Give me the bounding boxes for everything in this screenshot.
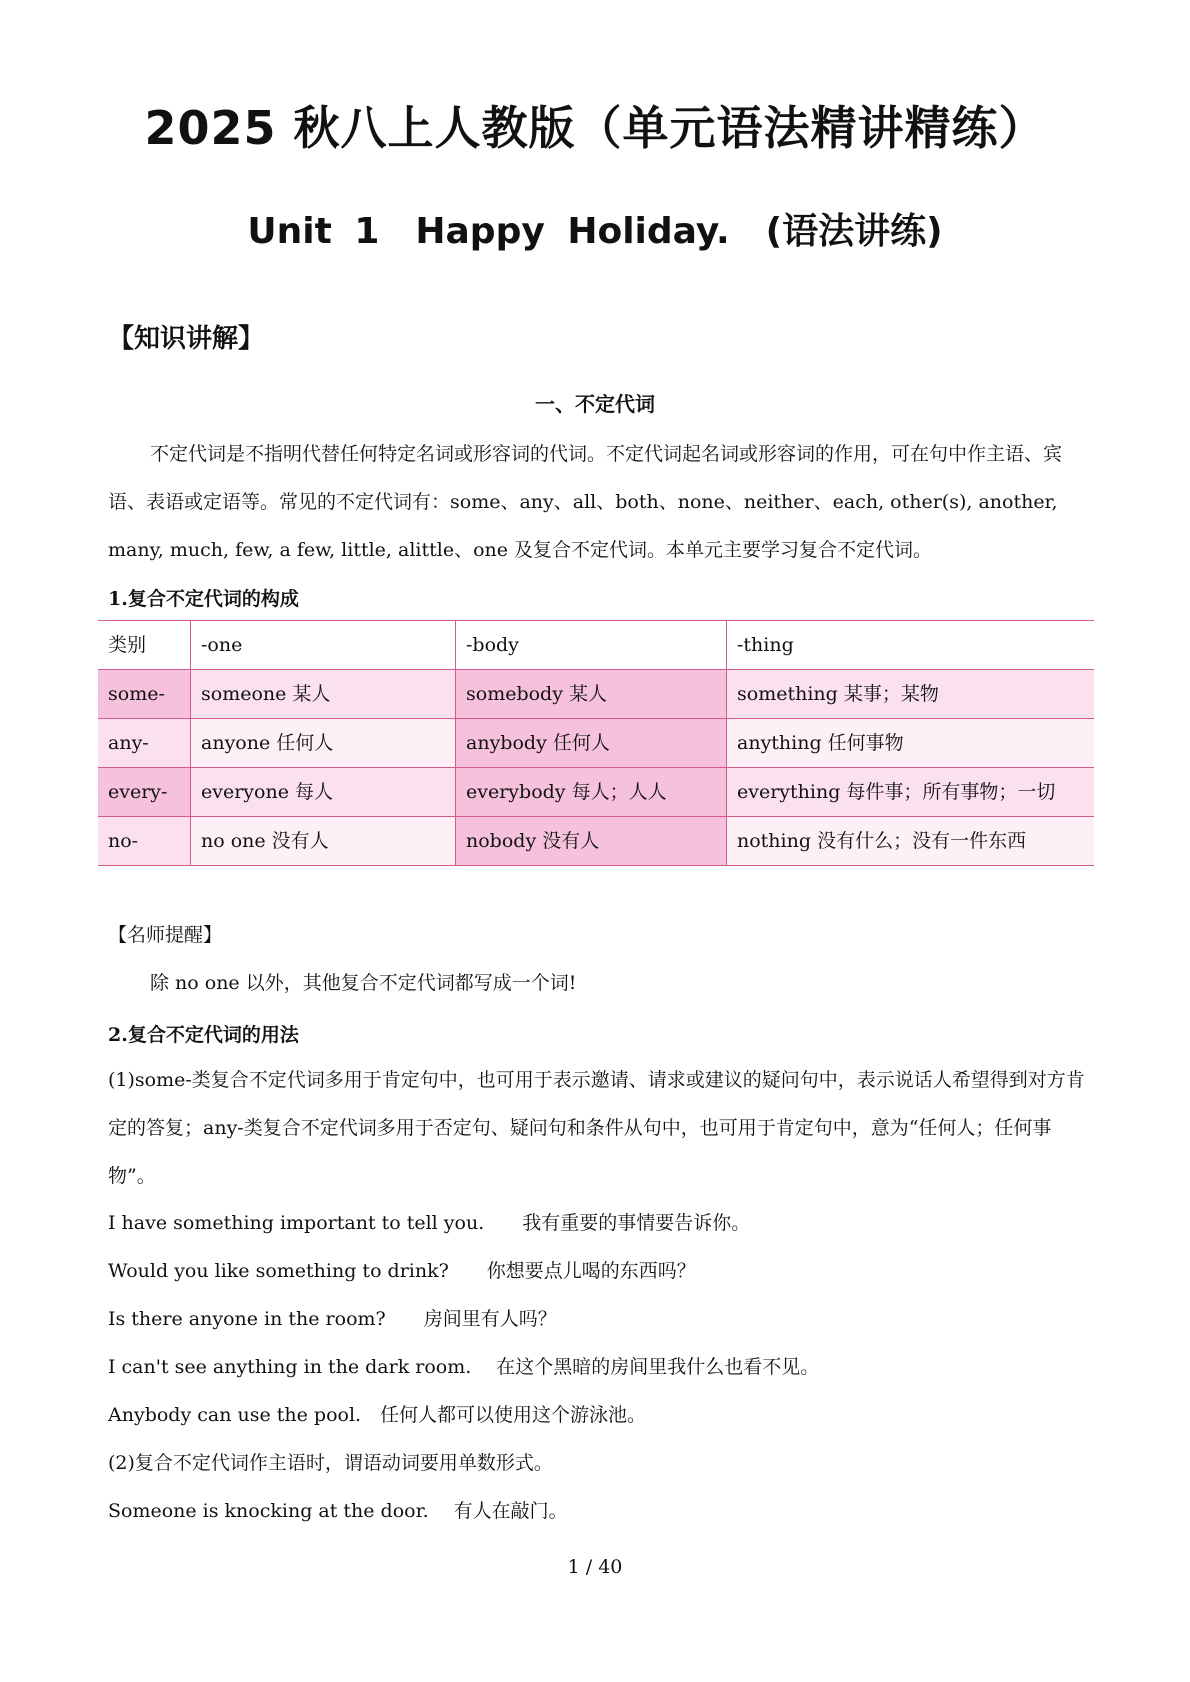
intro-paragraph: 不定代词是不指明代替任何特定名词或形容词的代词。不定代词起名词或形容词的作用，可在句中作主语、宾语、表语或定语等。常见的不定代词有：some、any、all、both、none、neither、each, other(s), another, many, much, few, a few, little, alittle、one 及复合不定代词。本单元主要学习复合不定代词。 xyxy=(108,443,1063,561)
topic-heading: 一、不定代词 xyxy=(535,392,655,416)
rule2-text: (2)复合不定代词作主语时，谓语动词要用单数形式。 xyxy=(108,1452,553,1474)
part2-heading: 2.复合不定代词的用法 xyxy=(108,1024,299,1046)
teacher-tip-text: 除 no one 以外，其他复合不定代词都写成一个词! xyxy=(150,972,577,994)
example-sentence: Would you like something to drink? 你想要点儿喝的东西吗？ xyxy=(108,1260,696,1282)
table-cell: every- xyxy=(98,768,191,817)
table-cell: something 某事；某物 xyxy=(727,670,1095,719)
page-number: 1 / 40 xyxy=(567,1556,623,1578)
example-sentence: Is there anyone in the room? 房间里有人吗？ xyxy=(108,1308,557,1330)
table-cell: everyone 每人 xyxy=(191,768,456,817)
table-cell: any- xyxy=(98,719,191,768)
rule1-paragraph: (1)some-类复合不定代词多用于肯定句中，也可用于表示邀请、请求或建议的疑问句中，表示说话人希望得到对方肯定的答复；any-类复合不定代词多用于否定句、疑问句和条件从句中，也可用于肯定句中，意为“任何人；任何事物”。 xyxy=(108,1069,1085,1187)
table-header-cell: -one xyxy=(191,621,456,670)
table-cell: everything 每件事；所有事物；一切 xyxy=(727,768,1095,817)
table-row xyxy=(98,719,1094,768)
table-cell: anyone 任何人 xyxy=(191,719,456,768)
table-header-cell: 类别 xyxy=(98,621,191,670)
table-cell: nothing 没有什么；没有一件东西 xyxy=(727,817,1095,866)
table-header-cell: -thing xyxy=(727,621,1095,670)
table-row xyxy=(98,670,1094,719)
table-row xyxy=(98,817,1094,866)
teacher-tip-label: 【名师提醒】 xyxy=(108,924,223,946)
unit-subtitle: Unit 1 Happy Holiday. (语法讲练) xyxy=(247,211,943,252)
part1-heading: 1.复合不定代词的构成 xyxy=(108,588,299,610)
compound-pronoun-table xyxy=(98,620,1094,866)
table-cell: no one 没有人 xyxy=(191,817,456,866)
table-row xyxy=(98,768,1094,817)
example-sentence: Someone is knocking at the door. 有人在敲门。 xyxy=(108,1500,568,1522)
example-sentence: I can't see anything in the dark room. 在这个黑暗的房间里我什么也看不见。 xyxy=(108,1356,820,1378)
example-sentence: I have something important to tell you. 我有重要的事情要告诉你。 xyxy=(108,1212,751,1234)
knowledge-heading: 【知识讲解】 xyxy=(108,324,265,354)
table-cell: somebody 某人 xyxy=(456,670,727,719)
table-header-row xyxy=(98,621,1094,670)
table-cell: nobody 没有人 xyxy=(456,817,727,866)
table-cell: no- xyxy=(98,817,191,866)
table-cell: someone 某人 xyxy=(191,670,456,719)
table-cell: anybody 任何人 xyxy=(456,719,727,768)
example-sentence: Anybody can use the pool. 任何人都可以使用这个游泳池。 xyxy=(108,1404,647,1426)
table-cell: some- xyxy=(98,670,191,719)
table-cell: everybody 每人；人人 xyxy=(456,768,727,817)
document-title: 2025 秋八上人教版（单元语法精讲精练） xyxy=(144,101,1046,155)
table-header-cell: -body xyxy=(456,621,727,670)
table-cell: anything 任何事物 xyxy=(727,719,1095,768)
